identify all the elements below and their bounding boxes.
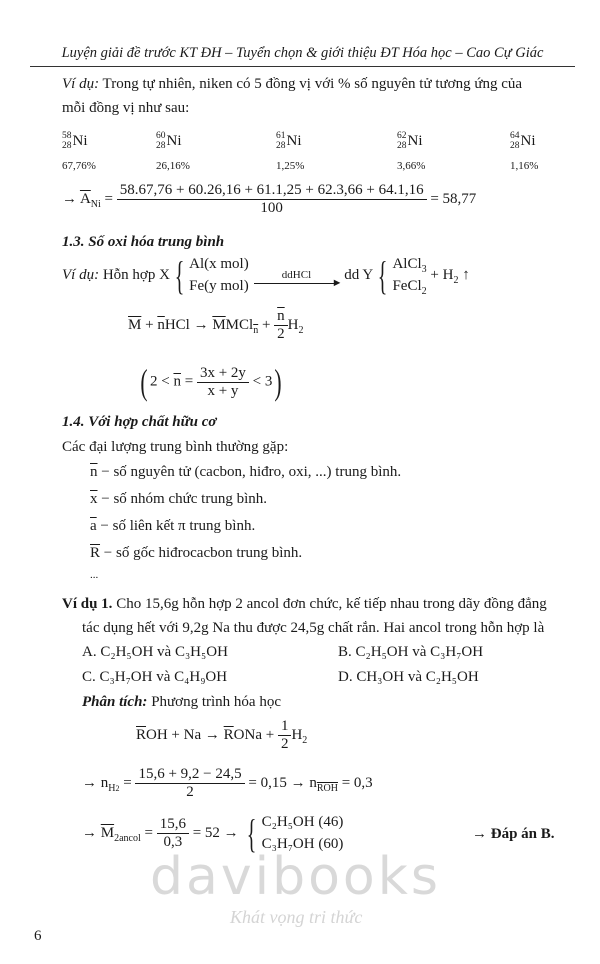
option-c: C. C₃H₇OH và C₄H₉OH [82, 669, 228, 685]
alcohol-sodium-reaction: $\overline{R}OH + Na \to \overline{R}ONa$ + $\frac{1}{2}$ $H_2$ [136, 718, 308, 753]
section-1-3-title: 1.3. Số oxi hóa trung bình [62, 234, 225, 250]
average-item-n: $\overline{n}$ − số nguyên tử (cacbon, hiđro, oxi, ...) trung bình. [90, 464, 402, 480]
watermark-brand: davibooks [150, 847, 441, 907]
isotope-58-percent: 67,76% [62, 160, 96, 173]
isotope-61: 61 28 Ni 1,25% [276, 131, 305, 173]
hydrogen-moles-calculation: → $n_{H2}$ = $\frac{15,6 + 9,2 - 24,5}{2}$ = $0,15 \to n_{\overline{ROH}} = 0,3$ [82, 766, 373, 801]
average-item-x: $\overline{x}$ − số nhóm chức trung bình. [90, 491, 267, 507]
average-oxidation-equation: $\overline{M} + \overline{n}HCl \to \overline{M}MCl_{\overline{n}}$ + $\frac{\overline{n}}{2}$ $H_2$ [128, 308, 304, 343]
isotope-60: 60 28 Ni 26,16% [156, 131, 190, 173]
header-divider [30, 66, 575, 67]
reaction-arrow: ► [254, 283, 338, 284]
isotope-table [62, 124, 562, 174]
running-header: Luyện giải đề trước KT ĐH – Tuyển chọn & giới thiệu ĐT Hóa học – Cao Cự Giác [61, 45, 544, 61]
ni-formula-numerator: 58.67,76 + 60.26,16 + 61.1,25 + 62.3,66 + 64.1,16 [117, 182, 427, 200]
example-1-line2: tác dụng hết với 9,2g Na thu được 24,5g chất rắn. Hai ancol trong hỗn hợp là [82, 620, 545, 636]
molar-mass-calculation: → $\overline{M}_{2ancol}$ = $\frac{15,6}{0,3}$ = 52 → { C₂H₅OH (46) C₃H₇OH (60) [82, 810, 344, 856]
page-number: 6 [34, 928, 42, 944]
ni-average-formula: → $\overline{A}_{Ni}$ = $\frac{58.67,76 + 60.26,16 + 61.1,25 + 62.3,66 + 64.1,16}{100}$ = 58,77 [62, 182, 477, 217]
ni-formula-result: = 58,77 [426, 191, 477, 208]
reagent-label: ddHCl [281, 268, 312, 281]
average-item-r: $\overline{R}$ − số gốc hiđrocacbon trung bình. [90, 545, 303, 561]
option-d: D. CH₃OH và C₂H₅OH [338, 669, 479, 685]
option-a: A. C₂H₅OH và C₃H₅OH [82, 644, 228, 660]
example-1-line1: Ví dụ 1. Cho 15,6g hỗn hợp 2 ancol đơn chức, kế tiếp nhau trong dãy đồng đẳng [62, 596, 547, 612]
option-b: B. C₂H₅OH và C₃H₇OH [338, 644, 484, 660]
isotope-62: 62 28 Ni 3,66% [397, 131, 426, 173]
oxidation-inequality: ( $2 < \overline{n}$ = $\frac{3x + 2y}{x + y}$ < 3) [140, 362, 282, 402]
section-1-4-intro: Các đại lượng trung bình thường gặp: [62, 439, 289, 455]
analysis-line: Phân tích: Phương trình hóa học [82, 694, 281, 710]
isotope-64: 64 28 Ni 1,16% [510, 131, 539, 173]
watermark-slogan: Khát vọng tri thức [230, 907, 363, 927]
isotope-64-percent: 1,16% [510, 160, 539, 173]
section-1-4-title: 1.4. Với hợp chất hữu cơ [62, 414, 217, 430]
ni-example-line2: mỗi đồng vị như sau: [62, 100, 190, 116]
example-label: Ví dụ: [62, 76, 100, 92]
isotope-58: 58 28 Ni 67,76% [62, 131, 96, 173]
average-item-a: $\overline{a}$ − số liên kết π trung bình. [90, 518, 256, 534]
isotope-61-percent: 1,25% [276, 160, 305, 173]
isotope-62-percent: 3,66% [397, 160, 426, 173]
ellipsis: ... [90, 569, 99, 581]
isotope-60-percent: 26,16% [156, 160, 190, 173]
answer: → Đáp án B. [472, 826, 555, 842]
ni-intro-text: Trong tự nhiên, niken có 5 đồng vị với % số nguyên tử tương ứng của [99, 76, 523, 92]
mixture-reaction: Ví dụ: Hỗn hợp X { Al(x mol) Fe(y mol) ddHCl ► dd Y { AlCl$_3$ FeCl$_2$ + $H_2$ ↑ [62, 252, 470, 298]
ni-formula-denominator: 100 [260, 200, 283, 217]
ni-example-line1 [62, 74, 522, 94]
